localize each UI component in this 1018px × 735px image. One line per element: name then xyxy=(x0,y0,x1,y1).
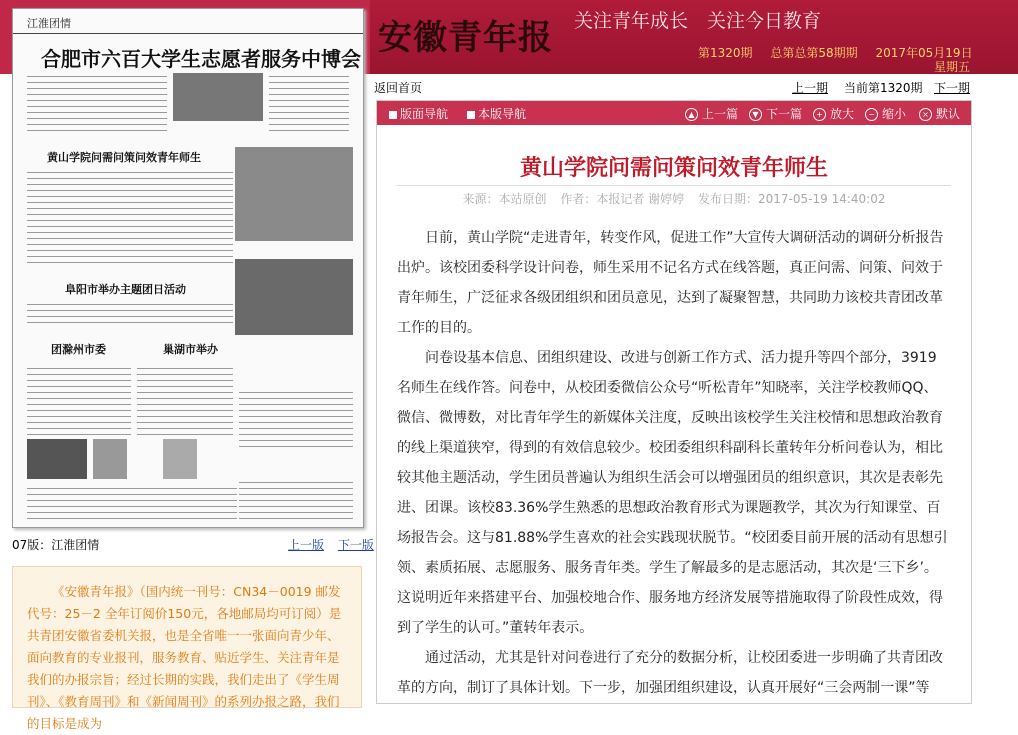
thumbnail-text-block xyxy=(239,479,353,521)
thumbnail-article-title[interactable]: 巢湖市举办 xyxy=(163,343,218,356)
next-page-link[interactable]: 下一版 xyxy=(337,538,374,552)
thumbnail-headline[interactable]: 合肥市六百大学生志愿者服务中博会 xyxy=(41,47,361,71)
thumbnail-text-block xyxy=(27,73,167,133)
article-meta xyxy=(397,185,951,207)
thumbnail-article-title[interactable]: 阜阳市举办主题团日活动 xyxy=(65,283,186,296)
zoom-in-button[interactable] xyxy=(813,105,854,122)
plus-icon: + xyxy=(813,108,826,121)
article-date: 发布日期：2017-05-19 14:40:02 xyxy=(698,192,886,206)
thumbnail-photo xyxy=(235,147,353,241)
close-icon: × xyxy=(919,108,932,121)
thumbnail-text-block xyxy=(27,365,131,435)
next-article-button[interactable] xyxy=(749,105,802,122)
thumbnail-photo xyxy=(163,439,197,479)
issue-nav xyxy=(370,76,970,98)
prev-issue-link[interactable]: 上一期 xyxy=(792,81,829,95)
zoom-in-label: 放大 xyxy=(830,107,855,121)
thumbnail-photo xyxy=(173,73,263,121)
thumbnail-article-title[interactable]: 黄山学院问需问策问效青年师生 xyxy=(47,151,201,164)
default-size-button[interactable] xyxy=(919,105,960,122)
zoom-out-label: 缩小 xyxy=(882,107,907,121)
page-label: 07版：江淮团情 xyxy=(12,538,100,552)
newspaper-intro-text: 《安徽青年报》（国内统一刊号：CN34－0019 邮发代号：25－2 全年订阅价150元，各地邮局均可订阅）是共青团安徽省委机关报，也是全省唯一一张面向青少年、面向教育的专业报刊，服务教育、贴近学生、关注青年是我们的办报宗旨；经过长期的实践，我们走出了《学生周刊》、《教育周刊》和《新闻周刊》的系列办报之路，我们的目标是成为 xyxy=(27,584,342,731)
issue-weekday: 星期五 xyxy=(934,60,971,74)
article-toolbar xyxy=(377,101,971,125)
default-size-label: 默认 xyxy=(936,107,961,121)
square-icon xyxy=(389,111,397,119)
prev-article-label: 上一篇 xyxy=(702,107,739,121)
article-paragraph: 通过活动，尤其是针对问卷进行了充分的数据分析，让校团委进一步明确了共青团改革的方向，制订了具体计划。下一步，加强团组织建设，认真开展好“三会两制一课”等 xyxy=(397,650,943,696)
arrow-down-icon: ▼ xyxy=(749,108,762,121)
prev-article-button[interactable] xyxy=(685,105,738,122)
article-paragraph: 问卷设基本信息、团组织建设、改进与创新工作方式、活力提升等四个部分，3919名师生在线作答。问卷中，从校团委微信公众号“听松青年”知晓率，关注学校教师QQ、微信、微博数，对比青年学生的新媒体关注度，反映出该校学生关注校情和思想政治教育的线上渠道狭窄，得到的有效信息较少。校团委组织科副科长董转年分析问卷认为，相比较其他主题活动，学生团员普遍认为组织生活会可以增强团员的组织意识，其次是表彰先进、团课。该校83.36%学生熟悉的思想政治教育形式为课题教学，其次为行知课堂、百场报告会。这与81.88%学生喜欢的社会实践现状脱节。“校团委目前开展的活动有思想引领、素质拓展、志愿服务、服务青年类。学生了解最多的是志愿活动，其次是‘三下乡’。这说明近年来搭建平台、加强校地合作、服务地方经济发展等措施取得了阶段性成效，得到了学生的认可。”董转年表示。 xyxy=(397,350,948,636)
header-slogan: 关注青年成长 关注今日教育 xyxy=(574,10,822,32)
thumbnail-article-title[interactable]: 团滁州市委 xyxy=(51,343,106,356)
thumbnail-text-block xyxy=(137,365,233,435)
thumbnail-text-block xyxy=(27,301,233,325)
article-panel xyxy=(376,100,972,704)
thumbnail-text-block xyxy=(27,169,233,263)
page-nav-label: 本版导航 xyxy=(478,107,527,121)
thumbnail-section-name: 江淮团情 xyxy=(27,17,71,30)
thumbnail-text-block xyxy=(269,73,349,133)
thumbnail-photo xyxy=(27,439,87,479)
layout-nav-button[interactable] xyxy=(389,105,448,122)
next-article-label: 下一篇 xyxy=(766,107,803,121)
article-body xyxy=(397,223,949,703)
thumbnail-photo xyxy=(235,259,353,335)
article-source: 来源：本站原创 xyxy=(462,192,547,206)
issue-number: 第1320期 xyxy=(698,46,753,60)
prev-page-link[interactable]: 上一版 xyxy=(288,538,325,552)
article-paragraph: 日前，黄山学院“走进青年，转变作风，促进工作”大宣传大调研活动的调研分析报告出炉。该校团委科学设计问卷，师生采用不记名方式在线答题，真正问需、问策、问效于青年师生，广泛征求各级团组织和团员意见，达到了凝聚智慧，共同助力该校共青团改革工作的目的。 xyxy=(397,230,944,336)
current-issue-label: 当前第1320期 xyxy=(844,81,923,95)
square-icon xyxy=(467,111,475,119)
issue-date: 2017年05月19日 xyxy=(875,46,973,60)
thumbnail-text-block xyxy=(27,485,237,521)
article-author: 作者：本报记者 谢婷婷 xyxy=(560,192,685,206)
thumbnail-photo xyxy=(93,439,127,479)
minus-icon: − xyxy=(865,108,878,121)
thumbnail-text-block xyxy=(239,389,353,449)
arrow-up-icon: ▲ xyxy=(685,108,698,121)
page-nav xyxy=(278,536,374,553)
article-title: 黄山学院问需问策问效青年师生 xyxy=(519,155,828,181)
newspaper-page-thumbnail[interactable] xyxy=(12,8,364,528)
zoom-out-button[interactable] xyxy=(865,105,906,122)
home-link[interactable]: 返回首页 xyxy=(374,81,423,95)
newspaper-logo: 安徽青年报 xyxy=(378,18,553,58)
newspaper-intro-box xyxy=(12,566,362,731)
page-nav-button[interactable] xyxy=(467,105,526,122)
total-issue-number: 总第总第58期期 xyxy=(770,46,858,60)
next-issue-link[interactable]: 下一期 xyxy=(934,81,971,95)
layout-nav-label: 版面导航 xyxy=(400,107,449,121)
thumbnail-header xyxy=(13,9,363,34)
